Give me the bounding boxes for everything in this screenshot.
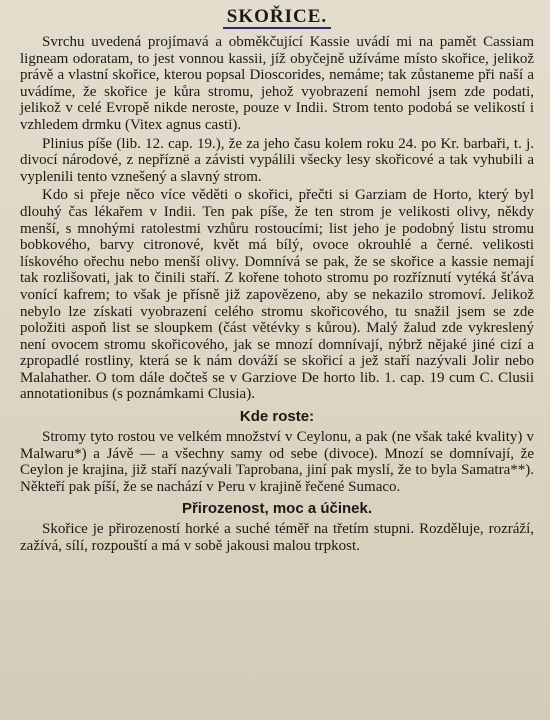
paragraph: Kdo si přeje něco více věděti o skořici, přečti si Garziam de Horto, který byl dlouhý čas lékařem v Indii. Ten pak píše, že ten strom je velikosti olivy, někdy menší, s mnohými ratolestmi vzhůru rostoucími; list jeho je podobný listu stromu bobkového, barvy citronové, květ má bílý, ovoce okrouhlé a černé. velikosti lískového ořechu nebo menší olivy. Domnívá se pak, že se skořice a kassie nemají tak rozlišovati, jak to činili staří. Z kořene tohoto stromu po rozříznutí vytéká šťáva vonící kafrem; to však je přísně již zapovězeno, aby se nekazilo stromoví. Jelikož nebylo lze získati vyobrazení celého stromu skořicového, tu snažil jsem se zde položiti aspoň list se sloupkem (část větévky s kůrou). Malý žalud zde vykreslený není ovocem stromu skořicového, jak se mnozí domnívají, nýbrž nějaké jiné cizí a zpropadlé rostliny, která se k nám dováží se skořicí a jež staří nazývali Jolir nebo Malahather. O tom dále dočteš se v Garziove De horto lib. 1. cap. 19 cum C. Clusii annotationibus (s poznámkami Clusia). [20,187,534,403]
section-heading: Kde roste: [239,408,315,426]
paragraph: Skořice je přirozeností horké a suché téměř na třetím stupni. Rozděluje, rozráží, zažívá, sílí, rozpouští a má v sobě jakousi malou trpkost. [20,521,534,555]
paragraph: Svrchu uvedená projímavá a obměkčující Kassie uvádí mi na pamět Cassiam ligneam odoratam, to jest vonnou kassii, jíž obyčejně užíváme místo skořice, jelikož právě a vlastní skořice, kterou popsal Dioscorides, nemáme; tak zůstaneme při naší a uvádíme, že skořice je kůra stromu, jehož vyobrazení nemohl jsem zde podati, jelikož v celé Evropě nikde neroste, pouze v Indii. Strom tento podobá se velikostí i vzhledem drmku (Vitex agnus casti). [20,34,534,133]
section-heading: Přirozenost, moc a účinek. [181,500,373,518]
paragraph: Plinius píše (lib. 12. cap. 19.), že za jeho času kolem roku 24. po Kr. barbaři, t. j. divocí národové, z nepříznë a závisti vypálili všecky lesy skořicové a tak vyhubili a vyplenili tento vznešený a slavný strom. [20,135,534,185]
intro-section [20,34,534,403]
nature-section [20,499,534,554]
paragraph: Stromy tyto rostou ve velkém množství v Ceylonu, a pak (ne však také kvality) v Malwaru*) a Jávě — a všechny samy od sebe (divoce). Mnozí se domnívají, že Ceylon je krajina, již staří nazývali Taprobana, jiní pak myslí, že to byla Samatra**). Někteří pak píší, že se nachází v Peru v krajině řečené Sumaco. [20,429,534,495]
page-title: SKOŘICE. [20,6,534,28]
where-grows-section [20,407,534,495]
